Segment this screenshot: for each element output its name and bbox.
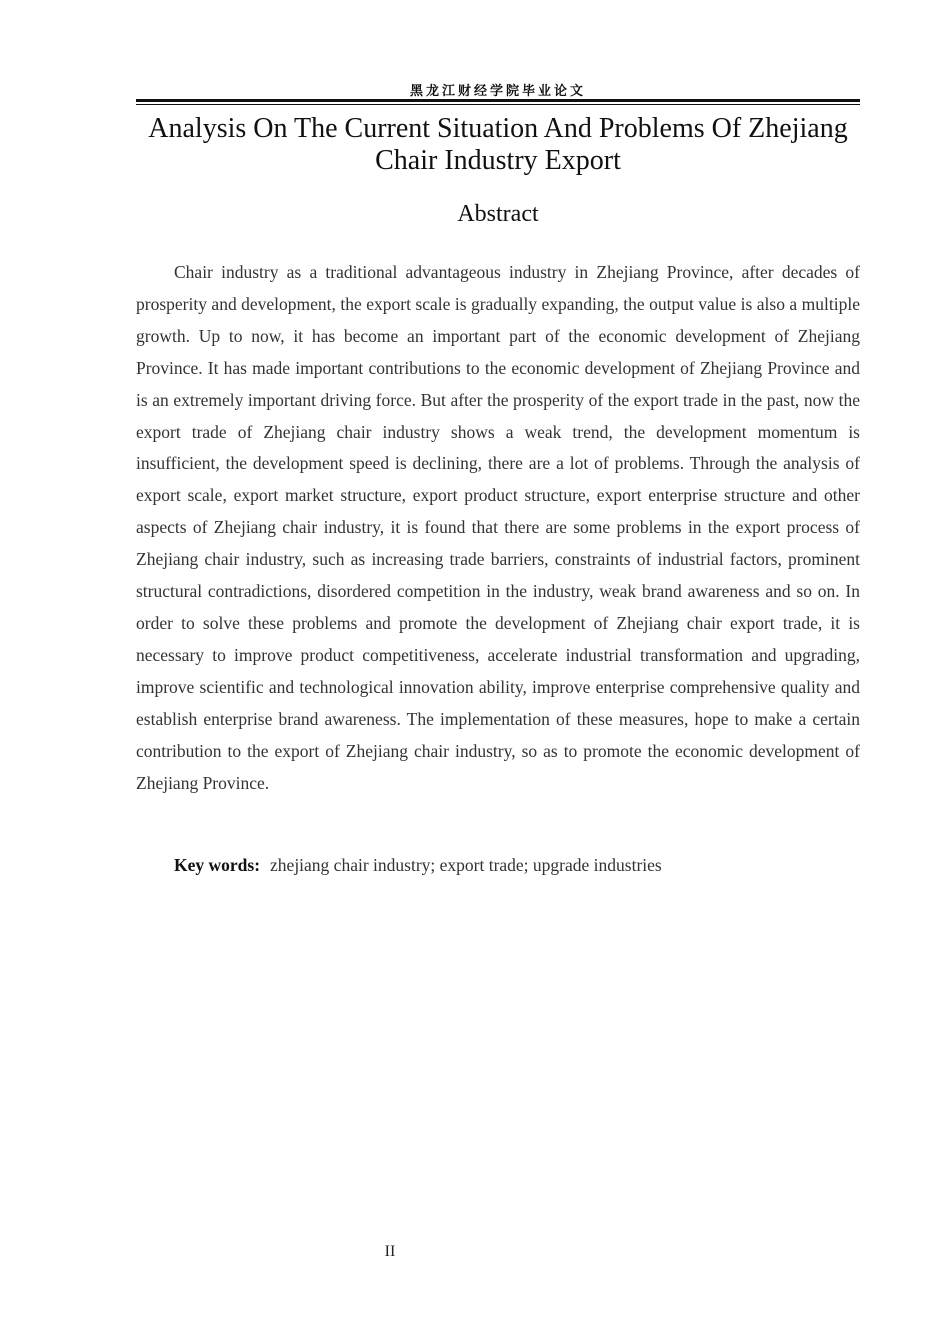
running-header: 黑龙江财经学院毕业论文 [409,84,586,99]
keywords-line [174,850,860,880]
abstract-heading: Abstract [457,201,539,227]
paper-title: Analysis On The Current Situation And Problems Of Zhejiang Chair Industry Export [148,113,848,176]
abstract-body: Chair industry as a traditional advantageous industry in Zhejiang Province, after decades of prosperity and development, the export scale is gradually expanding, the output value is also a multiple growth. Up to now, it has become an important part of the economic development of Zhejiang Province. It has made important contributions to the economic development of Zhejiang Province and is an extremely important driving force. But after the prosperity of the export trade in the past, now the export trade of Zhejiang chair industry shows a weak trend, the development momentum is insufficient, the development speed is declining, there are a lot of problems. Through the analysis of export scale, export market structure, export product structure, export enterprise structure and other aspects of Zhejiang chair industry, it is found that there are some problems in the export process of Zhejiang chair industry, such as increasing trade barriers, constraints of industrial factors, prominent structural contradictions, disordered competition in the industry, weak brand awareness and so on. In order to solve these problems and promote the development of Zhejiang chair export trade, it is necessary to improve product competitiveness, accelerate industrial transformation and upgrading, improve scientific and technological innovation ability, improve enterprise comprehensive quality and establish enterprise brand awareness. The implementation of these measures, hope to make a certain contribution to the export of Zhejiang chair industry, so as to promote the economic development of Zhejiang Province. [136,262,860,793]
page-number: II [384,1243,396,1260]
keywords-label: Key words: [174,855,261,875]
header-rule-thick [136,99,860,102]
header-rule-thin [136,104,860,105]
keywords-text: zhejiang chair industry; export trade; upgrade industries [270,855,662,875]
